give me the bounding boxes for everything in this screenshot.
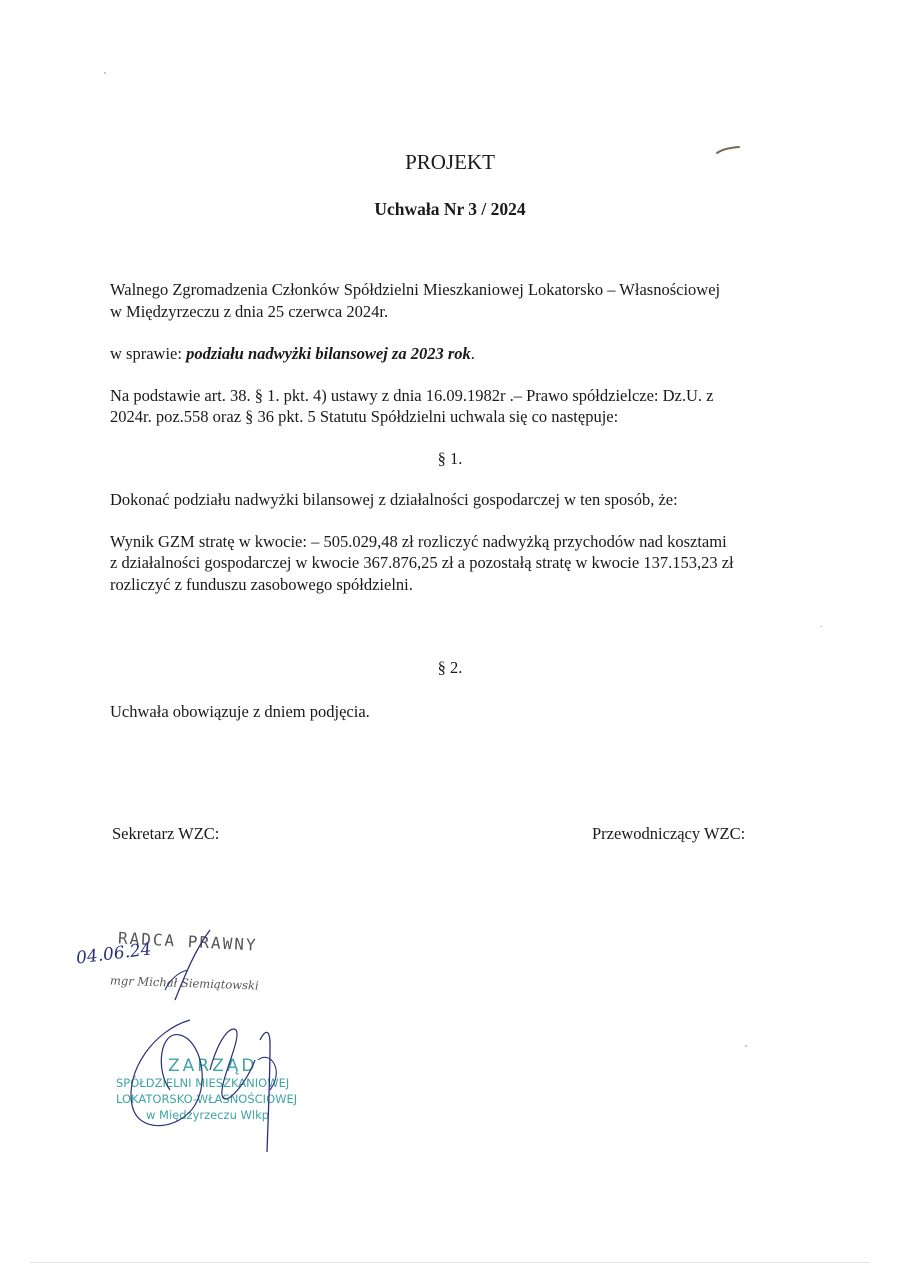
result-line-1: Wynik GZM stratę w kwocie: – 505.029,48 zł rozliczyć nadwyżką przychodów nad kosztami — [110, 532, 727, 551]
legal-basis-line-1: Na podstawie art. 38. § 1. pkt. 4) ustawy z dnia 16.09.1982r .– Prawo spółdzielcze: Dz.U. z — [110, 386, 714, 405]
result-line-2: z działalności gospodarczej w kwocie 367.876,25 zł a pozostałą stratę w kwocie 137.153,23 zł — [110, 553, 734, 572]
scan-speck — [745, 1045, 747, 1047]
board-stamp-line-3: LOKATORSKO-WŁASNOŚCIOWEJ — [116, 1092, 298, 1106]
handwritten-date: 04.06.24 — [75, 939, 153, 969]
section-2-text: Uchwała obowiązuje z dniem podjęcia. — [110, 702, 370, 721]
subject-line — [110, 343, 805, 364]
document-title: PROJEKT — [405, 150, 495, 174]
scan-speck — [104, 72, 106, 74]
chairman-label: Przewodniczący WZC: — [592, 824, 746, 843]
subject-prefix: w sprawie: — [110, 344, 187, 363]
scan-speck — [820, 626, 822, 627]
board-stamp-line-2: SPÓŁDZIELNI MIESZKANIOWEJ — [116, 1076, 290, 1090]
legal-counsel-name: mgr Michał Siemiątowski — [109, 973, 259, 993]
section-1-text: Dokonać podziału nadwyżki bilansowej z działalności gospodarczej w ten sposób, że: — [110, 490, 678, 509]
scan-edge-line — [30, 1262, 870, 1263]
secretary-label: Sekretarz WZC: — [112, 824, 220, 843]
section-1-heading: § 1. — [437, 449, 463, 468]
intro-line-2: w Międzyrzeczu z dnia 25 czerwca 2024r. — [110, 302, 389, 321]
board-stamp-title: ZARZĄD — [168, 1056, 258, 1076]
legal-basis-line-2: 2024r. poz.558 oraz § 36 pkt. 5 Statutu Spółdzielni uchwala się co następuje: — [110, 407, 619, 426]
result-line-3: rozliczyć z funduszu zasobowego spółdzielni. — [110, 575, 413, 594]
subject-text: podziału nadwyżki bilansowej za 2023 rok — [186, 344, 471, 363]
signature-strokes — [70, 920, 330, 1160]
subject-suffix: . — [470, 344, 475, 363]
legal-counsel-title: RADCA PRAWNY — [117, 928, 258, 955]
section-2-heading: § 2. — [437, 658, 463, 677]
intro-line-1: Walnego Zgromadzenia Członków Spółdzielni Mieszkaniowej Lokatorsko – Własnościowej — [110, 280, 721, 299]
board-stamp-line-4: w Międzyrzeczu Wlkp — [146, 1108, 270, 1122]
resolution-number: Uchwała Nr 3 / 2024 — [374, 199, 526, 219]
